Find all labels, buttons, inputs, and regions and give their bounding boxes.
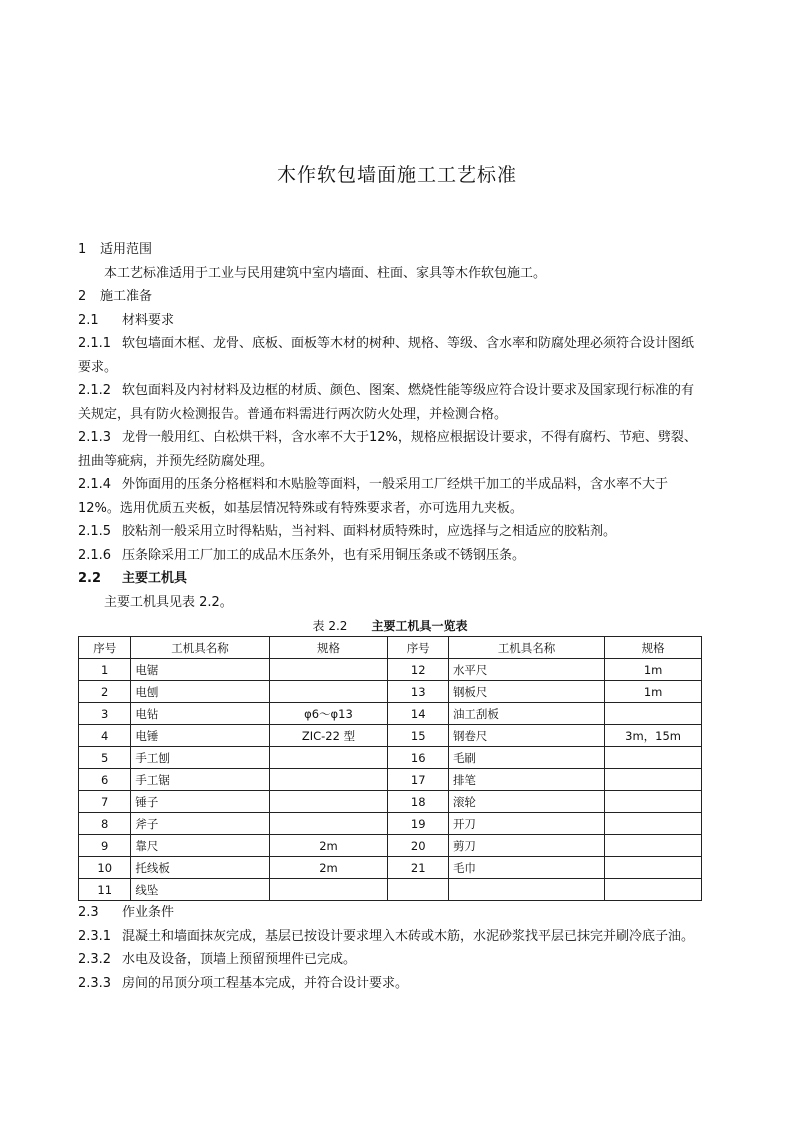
table-cell: 油工刮板 bbox=[448, 703, 604, 725]
table-row bbox=[79, 791, 702, 813]
table-caption bbox=[78, 616, 702, 636]
clause-2-1-5 bbox=[78, 520, 702, 544]
table-cell bbox=[269, 879, 388, 901]
section-1-text: 本工艺标准适用于工业与民用建筑中室内墙面、柱面、家具等木作软包施工。 bbox=[104, 265, 547, 281]
table-cell bbox=[605, 769, 702, 791]
table-cell bbox=[605, 857, 702, 879]
table-cell: 8 bbox=[79, 813, 131, 835]
section-2-3-heading bbox=[78, 901, 702, 925]
section-title: 主要工机具 bbox=[122, 571, 188, 586]
table-cell bbox=[269, 747, 388, 769]
table-cell: 钢板尺 bbox=[448, 681, 604, 703]
clause-text: 外饰面用的压条分格框料和木贴脸等面料，一般采用工厂经烘干加工的半成品料，含水率不大于12%。选用优质五夹板，如基层情况特殊或有特殊要求者，亦可选用九夹板。 bbox=[78, 477, 669, 516]
clause-number: 2.1.1 bbox=[78, 336, 112, 351]
clause-number: 2.3.2 bbox=[78, 952, 112, 967]
table-cell: 5 bbox=[79, 747, 131, 769]
table-cell: 12 bbox=[388, 659, 448, 681]
clause-text: 软包墙面木框、龙骨、底板、面板等木材的树种、规格、等级、含水率和防腐处理必须符合设计图纸要求。 bbox=[78, 336, 695, 375]
table-row bbox=[79, 813, 702, 835]
clause-text: 混凝土和墙面抹灰完成，基层已按设计要求埋入木砖或木筋，水泥砂浆找平层已抹完并刷冷底子油。 bbox=[122, 928, 695, 944]
section-number: 1 bbox=[78, 242, 87, 257]
header-cell: 工机具名称 bbox=[131, 637, 269, 659]
table-cell: 13 bbox=[388, 681, 448, 703]
section-2-heading bbox=[78, 285, 702, 309]
table-cell: 电锤 bbox=[131, 725, 269, 747]
clause-text: 压条除采用工厂加工的成品木压条外，也有采用铜压条或不锈钢压条。 bbox=[122, 547, 526, 563]
table-cell: 毛巾 bbox=[448, 857, 604, 879]
table-cell: 排笔 bbox=[448, 769, 604, 791]
table-cell: 3m，15m bbox=[605, 725, 702, 747]
table-cell: 斧子 bbox=[131, 813, 269, 835]
section-2-2-text: 主要工机具见表 2.2。 bbox=[104, 594, 233, 610]
section-number: 2.3 bbox=[78, 905, 99, 920]
table-cell: 9 bbox=[79, 835, 131, 857]
clause-number: 2.1.5 bbox=[78, 524, 112, 539]
table-cell: 19 bbox=[388, 813, 448, 835]
table-cell: 3 bbox=[79, 703, 131, 725]
clause-2-1-2 bbox=[78, 379, 702, 426]
clause-2-1-3 bbox=[78, 426, 702, 473]
table-cell: 电锯 bbox=[131, 659, 269, 681]
clause-2-3-2 bbox=[78, 948, 702, 972]
table-row bbox=[79, 703, 702, 725]
table-cell: 电钻 bbox=[131, 703, 269, 725]
table-cell bbox=[605, 835, 702, 857]
table-cell: 21 bbox=[388, 857, 448, 879]
table-cell: 17 bbox=[388, 769, 448, 791]
table-cell: 手工锯 bbox=[131, 769, 269, 791]
table-cell: 6 bbox=[79, 769, 131, 791]
section-title: 施工准备 bbox=[100, 289, 153, 304]
table-caption-number: 表 2.2 bbox=[312, 619, 348, 633]
table-row bbox=[79, 725, 702, 747]
table-row bbox=[79, 747, 702, 769]
table-cell: 2m bbox=[269, 857, 388, 879]
table-cell: 剪刀 bbox=[448, 835, 604, 857]
table-cell bbox=[605, 813, 702, 835]
table-row bbox=[79, 659, 702, 681]
header-cell: 规格 bbox=[269, 637, 388, 659]
table-cell: 滚轮 bbox=[448, 791, 604, 813]
table-cell: 14 bbox=[388, 703, 448, 725]
table-cell: 水平尺 bbox=[448, 659, 604, 681]
table-cell: 2m bbox=[269, 835, 388, 857]
document-body bbox=[78, 238, 702, 995]
table-cell: φ6～φ13 bbox=[269, 703, 388, 725]
table-cell bbox=[605, 879, 702, 901]
section-number: 2.1 bbox=[78, 312, 99, 328]
table-cell bbox=[448, 879, 604, 901]
section-1-heading bbox=[78, 238, 702, 262]
table-caption-title: 主要工机具一览表 bbox=[371, 619, 468, 633]
table-cell: 1 bbox=[79, 659, 131, 681]
section-2-1-heading bbox=[78, 309, 702, 333]
section-title: 材料要求 bbox=[122, 312, 175, 328]
table-cell: 靠尺 bbox=[131, 835, 269, 857]
table-cell: 开刀 bbox=[448, 813, 604, 835]
table-header-row bbox=[79, 637, 702, 659]
document-title: 木作软包墙面施工工艺标准 bbox=[276, 164, 517, 186]
table-cell: 1m bbox=[605, 659, 702, 681]
table-cell: 线坠 bbox=[131, 879, 269, 901]
table-cell bbox=[269, 681, 388, 703]
table-cell bbox=[269, 791, 388, 813]
clause-text: 软包面料及内衬材料及边框的材质、颜色、图案、燃烧性能等级应符合设计要求及国家现行标准的有关规定，具有防火检测报告。普通布料需进行两次防火处理，并检测合格。 bbox=[78, 383, 695, 422]
table-cell: 10 bbox=[79, 857, 131, 879]
clause-number: 2.1.6 bbox=[78, 547, 112, 563]
header-cell: 工机具名称 bbox=[448, 637, 604, 659]
table-cell: 2 bbox=[79, 681, 131, 703]
clause-text: 胶粘剂一般采用立时得粘贴，当衬料、面料材质特殊时，应选择与之相适应的胶粘剂。 bbox=[122, 524, 617, 539]
clause-number: 2.3.3 bbox=[78, 975, 112, 991]
table-cell: 钢卷尺 bbox=[448, 725, 604, 747]
section-number: 2.2 bbox=[78, 571, 102, 586]
table-cell bbox=[269, 769, 388, 791]
material-requirements-list bbox=[78, 332, 702, 567]
table-cell: 15 bbox=[388, 725, 448, 747]
clause-text: 房间的吊顶分项工程基本完成，并符合设计要求。 bbox=[122, 975, 409, 991]
clause-2-1-1 bbox=[78, 332, 702, 379]
clause-text: 龙骨一般用红、白松烘干料，含水率不大于12%，规格应根据设计要求，不得有腐朽、节疤、劈裂、扭曲等疵病，并预先经防腐处理。 bbox=[78, 430, 697, 469]
clause-text: 水电及设备，顶墙上预留预埋件已完成。 bbox=[122, 952, 357, 967]
table-cell: 11 bbox=[79, 879, 131, 901]
section-number: 2 bbox=[78, 289, 87, 304]
clause-2-3-1 bbox=[78, 925, 702, 949]
table-row bbox=[79, 835, 702, 857]
work-conditions-list bbox=[78, 925, 702, 996]
table-cell: 20 bbox=[388, 835, 448, 857]
clause-number: 2.1.3 bbox=[78, 430, 112, 445]
section-title: 作业条件 bbox=[122, 905, 175, 920]
table-cell bbox=[605, 703, 702, 725]
tools-table-body bbox=[79, 659, 702, 901]
clause-2-1-4 bbox=[78, 473, 702, 520]
table-row bbox=[79, 857, 702, 879]
section-2-2-heading bbox=[78, 567, 702, 591]
clause-2-3-3 bbox=[78, 972, 702, 996]
clause-number: 2.1.4 bbox=[78, 477, 112, 492]
table-cell: 锤子 bbox=[131, 791, 269, 813]
table-cell: 毛刷 bbox=[448, 747, 604, 769]
table-cell bbox=[605, 791, 702, 813]
table-cell: 7 bbox=[79, 791, 131, 813]
table-cell: 手工刨 bbox=[131, 747, 269, 769]
header-cell: 序号 bbox=[388, 637, 448, 659]
table-cell bbox=[388, 879, 448, 901]
table-row bbox=[79, 769, 702, 791]
header-cell: 规格 bbox=[605, 637, 702, 659]
table-cell: 电刨 bbox=[131, 681, 269, 703]
clause-2-1-6 bbox=[78, 544, 702, 568]
table-cell: 4 bbox=[79, 725, 131, 747]
table-cell bbox=[269, 659, 388, 681]
table-row bbox=[79, 879, 702, 901]
table-cell: 18 bbox=[388, 791, 448, 813]
table-cell: ZIC-22 型 bbox=[269, 725, 388, 747]
clause-number: 2.1.2 bbox=[78, 383, 112, 398]
table-cell: 托线板 bbox=[131, 857, 269, 879]
table-cell bbox=[605, 747, 702, 769]
header-cell: 序号 bbox=[79, 637, 131, 659]
tools-table bbox=[78, 636, 702, 901]
table-cell: 1m bbox=[605, 681, 702, 703]
clause-number: 2.3.1 bbox=[78, 928, 112, 944]
section-title: 适用范围 bbox=[100, 242, 153, 257]
table-cell: 16 bbox=[388, 747, 448, 769]
table-cell bbox=[269, 813, 388, 835]
table-row bbox=[79, 681, 702, 703]
